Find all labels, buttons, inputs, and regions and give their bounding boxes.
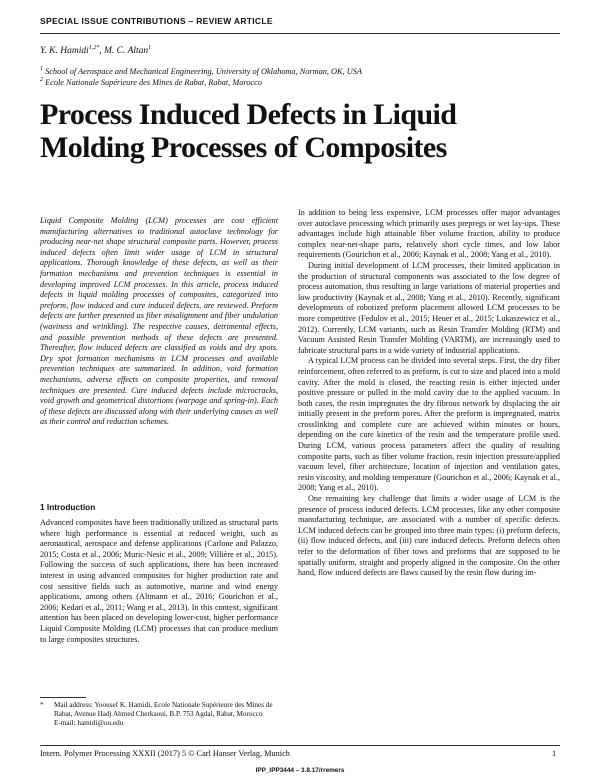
print-code: IPP_IPP3444 – 3.8.17/rremers — [255, 767, 345, 774]
footer-rule — [40, 745, 560, 746]
abstract — [40, 216, 278, 428]
section-heading: 1 Introduction — [40, 502, 96, 512]
article-title: Process Induced Defects in Liquid Molding Processes of Composites — [40, 98, 457, 164]
page-number: 1 — [552, 749, 557, 758]
author-affiliation-marker: 1 — [148, 45, 152, 51]
journal-citation: Intern. Polymer Processing XXXII (2017) 5 © Carl Hanser Verlag, Munich — [40, 749, 290, 758]
author-line — [40, 45, 151, 56]
affiliation-text: School of Aerospace and Mechanical Engineering, University of Oklahoma, Norman, OK, USA — [45, 66, 362, 76]
affiliation — [40, 77, 262, 87]
author-separator: , — [99, 46, 104, 57]
right-column — [298, 208, 560, 579]
footnote — [40, 701, 278, 729]
author-affiliation-marker: 1,2 — [88, 45, 97, 51]
body-paragraph: In addition to being less expensive, LCM processes offer major advantages over autoclave processing which primarily uses prepregs or wet lay-ups. These advantages include high attainable fiber volume fraction, ability to produce complex near-net-shape parts, relatively short cycle times, and low labor requirements (Gourichon et al., 2006; Kaynak et al., 2008; Yang et al., 2010). — [298, 208, 560, 260]
author-name: M. C. Altan — [104, 46, 149, 57]
affiliation — [40, 66, 362, 76]
footnote-address: Mail address: Yoousef K. Hamidi, Ecole Nationale Supérieure des Mines de Rabat, Avenue Hadj Ahmed Cherkaoui, B.P. 753 Agdal, Rabat, Morocco — [54, 701, 273, 719]
affiliation-text: Ecole Nationale Supérieure des Mines de Rabat, Rabat, Morocco — [45, 77, 262, 87]
affiliation-number: 1 — [40, 66, 43, 72]
body-paragraph: One remaining key challenge that limits a wider usage of LCM is the presence of process induced defects. LCM processes, like any other composite manufacturing technique, are associated with a number of specific defects. LCM induced defects can be grouped into three main types: (i) preform defects, (ii) flow induced defects, and (iii) cure induced defects. Preform defects often refer to the deformation of fiber tows and preforms that are supposed to be spatially uniform, straight and properly aligned in the composite. On the other hand, flow induced defects are flaws caused by the resin flow during im- — [298, 494, 560, 578]
corresponding-author-marker: * — [96, 45, 100, 51]
body-paragraph: During initial development of LCM processes, their limited application in the production of structural components was associated to the low degree of process automation, thus resulting in large variations of material properties and low productivity (Kaynak et al., 2008; Yang et al., 2010). Recently, significant developments of robotized preform placement allowed LCM processes to be more competitive (Fedulov et al., 2015; Heuer et al., 2015; Lukaszewicz et al., 2012). Currently, LCM variants, such as Resin Transfer Molding (RTM) and Vacuum Assisted Resin Transfer Molding (VARTM), are increasingly used to fabricate structural parts in a wide variety of industrial applications. — [298, 260, 560, 355]
body-paragraph: Advanced composites have been traditionally utilized as structural parts where high performance is essential at reduced weight, such as aeronautical, aerospace and defense applications (Carlone and Palazzo, 2015; Costa et al., 2006; Muric-Nesic et al., 2009; Villière et al., 2015). Following the success of such applications, there has been increased interest in using advanced composites for higher production rate and cost sensitive fields such as automotive, marine and wind energy applications, among others (Altmann et al., 2016; Gourichon et al., 2006; Kedari et al., 2011; Wang et al., 2013). In this context, significant attention has been placed on developing lower-cost, higher performance Liquid Composite Molding (LCM) processes that can produce medium to large composites structures. — [40, 518, 278, 644]
footnote-email: E-mail: hamidi@ou.edu — [54, 719, 124, 728]
footnote-rule — [40, 697, 86, 698]
introduction-left-column — [40, 518, 278, 645]
body-paragraph: A typical LCM process can be divided into several steps. First, the dry fiber reinforcement, often referred to as preform, is cut to size and placed into a mold cavity. After the mold is closed, the reacting resin is either injected under positive pressure or pulled in the mold cavity due to the applied vacuum. In both cases, the resin impregnates the dry fibrous network by displacing the air initially present in the preform pores. After the preform is impregnated, matrix crosslinking and complete cure are achieved within minutes or hours, depending on the cure kinetics of the resin and the temperature profile used. During LCM, various process parameters affect the quality of resulting composite parts, such as fiber volume fraction, resin injection pressure/applied vacuum level, fiber architecture, location of injection and ventilation gates, resin viscosity, and molding temperature (Gourichon et al., 2006; Kaynak et al., 2008; Yang et al., 2010). — [298, 356, 560, 493]
footnote-mark: * — [40, 701, 44, 709]
abstract-text: Liquid Composite Molding (LCM) processes are cost efficient manufacturing alternatives to traditional autoclave technology for producing near-net shape structural composite parts. However, process induced defects often limit wider usage of LCM in structural applications. Thorough knowledge of these defects, as well as their formation mechanisms and prevention techniques is essential in developing improved LCM processes. In this article, process induced defects in liquid molding processes of composites, categorized into preform, flow induced and cure induced defects, are reviewed. Preform defects are further presented as fiber misalignment and fiber undulation (waviness and wrinkling). The respective causes, detrimental effects, and possible prevention methods of these defects are presented. Thereafter, flow induced defects are classified as voids and dry spots. Dry spot formation mechanisms in LCM processes and available prevention techniques are summarized. In addition, void formation mechanisms, adverse effects on composite properties, and removal techniques are presented. Cure induced defects include microcracks, void growth and geometrical distortions (warpage and spring-in). Each of these defects are discussed along with their underlying causes as well as their control and reduction schemes. — [40, 216, 278, 427]
author-name: Y. K. Hamidi — [40, 46, 89, 57]
affiliation-number: 2 — [40, 77, 43, 83]
section-label: SPECIAL ISSUE CONTRIBUTIONS – REVIEW ARTICLE — [40, 16, 273, 26]
header-rule — [40, 33, 560, 34]
